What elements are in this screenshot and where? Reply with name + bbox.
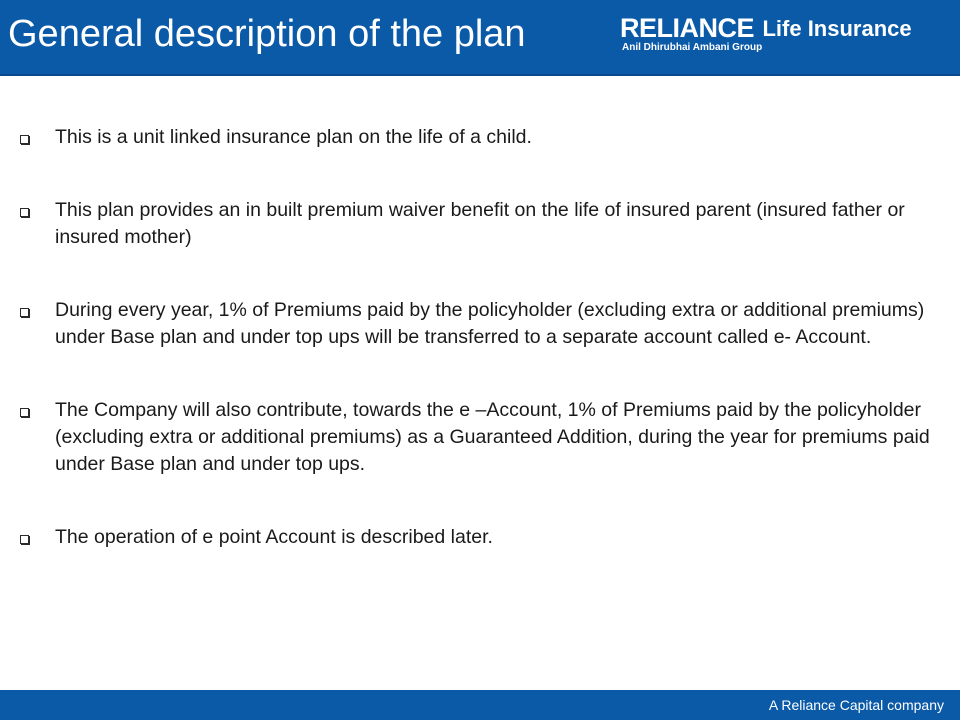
bullet-text: During every year, 1% of Premiums paid by the policyholder (excluding extra or additional premiums) under Base plan and under top ups will be transferred to a separate account called e- Account. <box>55 299 925 348</box>
square-bullet-icon <box>20 135 29 144</box>
list-item <box>0 524 960 551</box>
square-bullet-icon <box>20 408 29 417</box>
bullet-text: This is a unit linked insurance plan on the life of a child. <box>55 126 532 148</box>
logo-brand: RELIANCE <box>620 13 755 43</box>
logo-product: Life Insurance <box>762 16 912 41</box>
bullet-text: This plan provides an in built premium waiver benefit on the life of insured parent (insured father or insured mother) <box>55 199 905 248</box>
bullet-list <box>0 124 960 597</box>
company-logo <box>620 13 912 53</box>
footer-tagline: A Reliance Capital company <box>768 697 944 713</box>
logo-group-text: Anil Dhirubhai Ambani Group <box>622 42 763 53</box>
list-item <box>0 397 960 478</box>
slide-title: General description of the plan <box>8 13 526 55</box>
bullet-text: The operation of e point Account is described later. <box>55 526 493 548</box>
header-bar <box>0 0 960 76</box>
list-item <box>0 197 960 251</box>
square-bullet-icon <box>20 535 29 544</box>
list-item <box>0 297 960 351</box>
square-bullet-icon <box>20 308 29 317</box>
square-bullet-icon <box>20 208 29 217</box>
footer-bar <box>0 690 960 720</box>
list-item <box>0 124 960 151</box>
bullet-text: The Company will also contribute, towards the e –Account, 1% of Premiums paid by the policyholder (excluding extra or additional premiums) as a Guaranteed Addition, during the year for premiums paid under Base plan and under top ups. <box>55 399 930 475</box>
